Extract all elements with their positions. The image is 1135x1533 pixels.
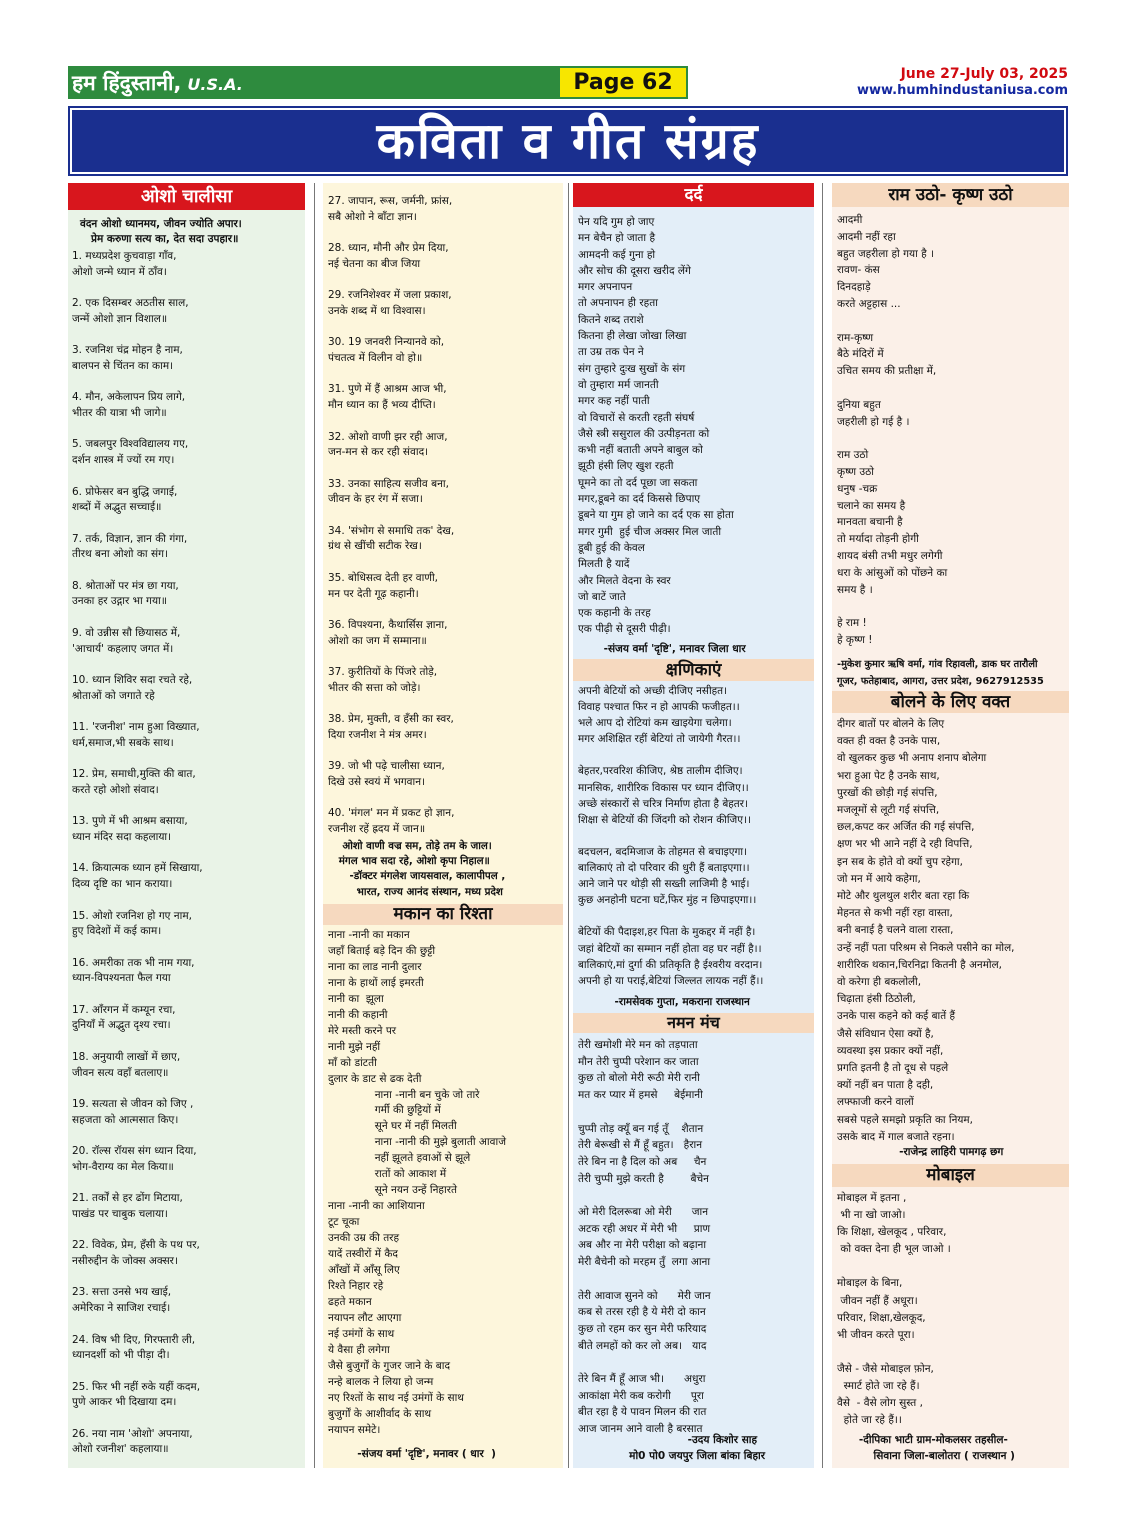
section-title-naman-manch: नमन मंच	[573, 1013, 814, 1033]
poem-closing-signature: ओशो वाणी वज्र सम, तोड़े तम के जाल। मंगल भाव सदा रहे, ओशो कृपा निहाल॥ -डॉक्टर मंगलेश जायसवाल, कालापीपल , भारत, राज्य आनंद संस्थान, मध्य प्रदेश	[338, 840, 506, 898]
website-link[interactable]: www.humhindustaniusa.com	[856, 83, 1068, 98]
poem-body-makan-ka-rishta: नाना -नानी का मकान जहाँ बिताई बड़े दिन की छुट्टी नाना का लाड नानी दुलार नाना के हाथों लाई इमरती नानी का झूला नानी की कहानी मेरे मस्ती करने पर नानी मुझे नहीं माँ को डांटती दुलार के डाट से ढक देती नाना -नानी बन चुके जो तारे गर्मी की छुट्टियों में सूने घर में नहीं मिलती नाना -नानी की मुझे बुलाती आवाजे नहीं झूलते हवाओं से झूले रातों को आकाश में सूने नयन उन्हें निहारते नाना -नानी का आशियाना टूट चूका उनकी उम्र की तरह यादें तस्वीरों में कैद आँखों में आँसू लिए रिश्ते निहार रहे ढहते मकान नयापन लौट आएगा नई उमंगों के साथ ये वैसा ही लगेगा जैसे बुजुर्गों के गुजर जाने के बाद नन्हे बालक ने लिया हो जन्म नए रिश्तों के साथ नई उमंगों के साथ बुजुर्गों के आशीर्वाद के साथ नयापन समेटे।	[328, 929, 507, 1436]
poem-body-osho-chalisa: 1. मध्यप्रदेश कुचवाड़ा गाँव, ओशो जन्मे ध्यान में ठाँव। 2. एक दिसम्बर अठतीस साल, जन्में ओशो ज्ञान विशाल॥ 3. रजनिश चंद्र मोहन है नाम, बालपन से चिंतन का काम। 4. मौन, अकेलापन प्रिय लागे, भीतर की यात्रा भी जागे॥ 5. जबलपुर विश्वविद्यालय गए, दर्शन शास्त्र में ज्यों रम गए। 6. प्रोफेसर बन बुद्धि जगाई, शब्दों में अद्भुत सच्चाई॥ 7. तर्क, विज्ञान, ज्ञान की गंगा, तीरथ बना ओशो का संग। 8. श्रोताओं पर मंत्र छा गया, उनका हर उद्गार भा गया॥ 9. वो उन्नीस सौ छियासठ में, 'आचार्य' कहलाए जगत में। 10. ध्यान शिविर सदा रचते रहे, श्रोताओं को जगाते रहे 11. 'रजनीश' नाम हुआ विख्यात, धर्म,समाज,भी सबके साथ। 12. प्रेम, समाधी,मुक्ति की बात, करते रहो ओशो संवाद। 13. पुणे में भी आश्रम बसाया, ध्यान मंदिर सदा कहलाया। 14. क्रियात्मक ध्यान हमें सिखाया, दिव्य दृष्टि का भान कराया। 15. ओशो रजनिश हो गए नाम, हुए विदेशों में कई काम। 16. अमरीका तक भी नाम गया, ध्यान-विपश्यनता फैल गया 17. आँरगन में कम्यून रचा, दुनियाँ में अद्भुत दृश्य रचा। 18. अनुयायी लाखों में छाए, जीवन सत्य वहाँ बतलाए॥ 19. सत्यता से जीवन को जिए , सहजता को आत्मसात किए। 20. रॉल्स रॉयस संग ध्यान दिया, भोग-वैराग्य का मेल किया॥ 21. तर्कों से हर ढोंग मिटाया, पाखंड पर चाबुक चलाया। 22. विवेक, प्रेम, हँसी के पथ पर, नसीरुद्दीन के जोक्स अक्सर। 23. सत्ता उनसे भय खाई, अमेरिका ने साजिश रचाई। 24. विष भी दिए, गिरफ्तारी ली, ध्यानदर्शी को भी पीड़ा दी। 25. फिर भी नहीं रुके यहीं कदम, पुणे आकर भी दिखाया दम। 26. नया नाम 'ओशो' अपनाया, ओशो रजनीश' कहलाया॥	[72, 250, 203, 1456]
column-divider	[822, 183, 823, 1468]
poem-author: -राजेन्द्र लाहिरी पामगढ़ छग	[837, 1146, 1004, 1158]
poem-body-ram-utho: आदमी आदमी नहीं रहा बहुत जहरीला हो गया है । रावण- कंस दिनदहाड़े करते अट्टहास ... राम-कृष्ण बैठे मंदिरों में उचित समय की प्रतीक्षा में, दुनिया बहुत जहरीली हो गई है । राम उठो कृष्ण उठो धनुष -चक्र चलाने का समय है मानवता बचानी है तो मर्यादा तोड़नी होगी शायद बंसी तभी मधुर लगेगी धरा के आंसुओं को पोंछने का समय है । हे राम ! हे कृष्ण !	[837, 214, 948, 646]
column-divider	[314, 183, 315, 1468]
section-title-osho-chalisa: ओशो चालीसा	[68, 183, 305, 210]
poem-body-kshanikayen: अपनी बेटियों को अच्छी दीजिए नसीहत। विवाह पश्चात फिर न हो आपकी फजीहत।। भले आप दो रोटियां कम खाइयेगा चलेगा। मगर अशिक्षित रहीं बेटियां तो जायेगी गैरत।। बेहतर,परवरिश कीजिए, श्रेष्ठ तालीम दीजिए। मानसिक, शारीरिक विकास पर ध्यान दीजिए।। अच्छे संस्कारों से चरित्र निर्माण होता है बेहतर। शिक्षा से बेटियों की जिंदगी को रोशन कीजिए।। बदचलन, बदमिजाज के तोहमत से बचाइएगा। बालिकाएं तो दो परिवार की धुरी हैं बताइएगा।। आने जाने पर थोड़ी सी सख्ती लाजिमी है भाई। कुछ अनहोनी घटना घटें,फिर मुंह न छिपाइएगा।। बेटियों की पैदाइश,हर पिता के मुकद्दर में नहीं है। जहां बेटियों का सम्मान नहीं होता वह घर नहीं है।। बालिकाएं,मां दुर्गा की प्रतिकृति है ईश्वरीय वरदान। अपनी हो या पराई,बेटियां जिल्लत लायक नहीं हैं।।	[578, 685, 764, 987]
poem-author: -उदय किशोर साह मो0 पो0 जयपुर जिला बांका बिहार	[629, 1434, 766, 1462]
poem-author: -संजय वर्मा 'दृष्टि', मनावर ( धार )	[328, 1448, 496, 1460]
poem-author: -रामसेवक गुप्ता, मकराना राजस्थान	[578, 996, 750, 1008]
poem-body-naman-manch: तेरी खमोशी मेरे मन को तड़पाता मौन तेरी चुप्पी परेशान कर जाता कुछ तो बोलो मेरी रूठी मेरी रानी मत कर प्यार में हमसे बेईमानी चुप्पी तोड़ क्यूँ बन गई तूँ शैतान तेरी बेरूखी से मैं हूँ बहुत। हैरान तेरे बिन ना है दिल को अब चैन तेरी चुप्पी मुझे करती है बैचेन ओ मेरी दिलरूबा ओ मेरी जान अटक रही अधर में मेरी भी प्राण अब और ना मेरी परीक्षा को बढ़ाना मेरी बैचेनी को मरहम तुँ लगा आना तेरी आवाज सुनने को मेरी जान कब से तरस रही है ये मेरी दो कान कुछ तो रहम कर सुन मेरी फरियाद बीते लमहों को कर लो अब। याद तेरे बिन मैं हूँ आज भी। अधुरा आकांक्षा मेरी कब करोगी पूरा बीत रहा है ये पावन मिलन की रात आज जानम आने वाली है बरसात	[578, 1039, 711, 1436]
column-divider	[568, 183, 569, 1468]
section-title-ram-utho: राम उठो- कृष्ण उठो	[832, 183, 1069, 207]
section-title-mobile: मोबाइल	[832, 1164, 1069, 1187]
banner-title: कविता व गीत संग्रह	[376, 112, 760, 170]
publication-name	[72, 67, 243, 101]
poem-body-osho-chalisa-cont: 27. जापान, रूस, जर्मनी, फ्रांस, सबै ओशो ने बाँटा ज्ञान। 28. ध्यान, मौनी और प्रेम दिया, नई चेतना का बीज जिया 29. रजनिशेश्वर में जला प्रकाश, उनके शब्द में था विश्वास। 30. 19 जनवरी निन्यानवे को, पंचतत्व में विलीन वो हो॥ 31. पुणे में हैं आश्रम आज भी, मौन ध्यान का हैं भव्य दीप्ति। 32. ओशो वाणी झर रही आज, जन-मन से कर रही संवाद। 33. उनका साहित्य सजीव बना, जीवन के हर रंग में सजा। 34. 'संभोग से समाधि तक' देख, ग्रंथ से खींची सटीक रेख। 35. बोधिसत्व देती हर वाणी, मन पर देती गूढ़ कहानी। 36. विपश्यना, कैथार्सिस ज्ञाना, ओशो का जग में सम्माना॥ 37. कुरीतियों के पिंजरे तोड़े, भीतर की सत्ता को जोड़े। 38. प्रेम, मुक्ती, व हँसी का स्वर, दिया रजनीश ने मंत्र अमर। 39. जो भी पढ़े चालीसा ध्यान, दिखे उसे स्वयं में भगवान। 40. 'मंगल' मन में प्रकट हो ज्ञान, रजनीश रहें ह्रदय में जान॥	[328, 195, 455, 836]
poem-intro: वंदन ओशो ध्यानमय, जीवन ज्योति अपार। प्रेम करुणा सत्य का, देत सदा उपहार॥	[80, 218, 242, 245]
section-title-bolne-ke-liye-vakt: बोलने के लिए वक्त	[832, 691, 1069, 713]
poem-author: -संजय वर्मा 'दृष्टि', मनावर जिला धार	[578, 643, 746, 655]
page-number: Page 62	[560, 68, 686, 97]
poem-body-dard: पेन यदि गुम हो जाए मन बेचैन हो जाता है आमदनी कई गुना हो और सोच की दूसरा खरीद लेंगे मगर अपनापन तो अपनापन ही रहता कितने शब्द तराशे कितना ही लेखा जोखा लिखा ता उम्र तक पेन ने संग तुम्हारे दुःख सुखों के संग वो तुम्हारा मर्म जानती मगर कह नहीं पाती वो विचारों से करती रहती संघर्ष जैसे स्त्री ससुराल की उत्पीड़नता को कभी नहीं बताती अपने बाबुल को झूठी हंसी लिए खुश रहती घूमने का तो दर्द पूछा जा सकता मगर,डूबने का दर्द किससे छिपाए डूबने या गुम हो जाने का दर्द एक सा होता मगर गुमी हुई चीज अक्सर मिल जाती डूबी हुई की केवल मिलती है यादें और मिलते वेदना के स्वर जो बाटें जाते एक कहानी के तरह एक पीढ़ी से दूसरी पीढ़ी।	[578, 216, 734, 636]
poem-author: -मुकेश कुमार ऋषि वर्मा, गांव रिहावली, डाक घर तारौली गूजर, फतेहाबाद, आगरा, उत्तर प्रदेश, 9627912535	[837, 659, 1044, 687]
section-title-makan-ka-rishta: मकान का रिश्ता	[323, 904, 563, 925]
section-title-dard: दर्द	[573, 183, 814, 207]
poem-author: -दीपिका भाटी ग्राम-मोकलसर तहसील- सिवाना जिला-बालोतरा ( राजस्थान )	[858, 1434, 1015, 1462]
publication-title: हम हिंदुस्तानी,	[72, 71, 182, 95]
issue-date: June 27-July 03, 2025	[900, 66, 1068, 82]
poem-body-mobile: मोबाइल में इतना , भी ना खो जाओ। कि शिक्षा, खेलकूद , परिवार, को वक्त देना ही भूल जाओ । मोबाइल के बिना, जीवन नहीं हैं अधूरा। परिवार, शिक्षा,खेलकूद, भी जीवन करते पूरा। जैसे - जैसे मोबाइल फ़ोन, स्मार्ट होते जा रहे हैं। वैसे - वैसे लोग सुस्त , होते जा रहे हैं।।	[837, 1192, 951, 1427]
poem-body-bolne-ke-liye-vakt: दीगर बातों पर बोलने के लिए वक्त ही वक्त है उनके पास, वो खुलकर कुछ भी अनाप शनाप बोलेगा भरा हुआ पेट है उनके साथ, पुरखों की छोड़ी गई संपत्ति, मजलूमों से लूटी गई संपत्ति, छल,कपट कर अर्जित की गई संपत्ति, क्षण भर भी आने नहीं दे रही विपत्ति, इन सब के होते वो क्यों चुप रहेगा, जो मन में आये कहेगा, मोटे और थुलथुल शरीर बता रहा कि मेहनत से कभी नहीं रहा वास्ता, बनी बनाई है चलने वाला रास्ता, उन्हें नहीं पता परिश्रम से निकले पसीने का मोल, शारीरिक थकान,चिरनिद्रा कितनी है अनमोल, वो करेगा ही बकलोली, चिढ़ाता हंसी ठिठोली, उनके पास कहने को कई बातें हैं जैसे संविधान ऐसा क्यों है, व्यवस्था इस प्रकार क्यों नहीं, प्रगति इतनी है तो दूध से पहले क्यों नहीं बन पाता है दही, लफ्फाजी करने वालों सबसे पहले समझो प्रकृति का नियम, उसके बाद में गाल बजाते रहना।	[837, 718, 1015, 1143]
section-title-kshanikayen: क्षणिकाएं	[573, 659, 814, 681]
publication-suffix: U.S.A.	[187, 75, 243, 94]
